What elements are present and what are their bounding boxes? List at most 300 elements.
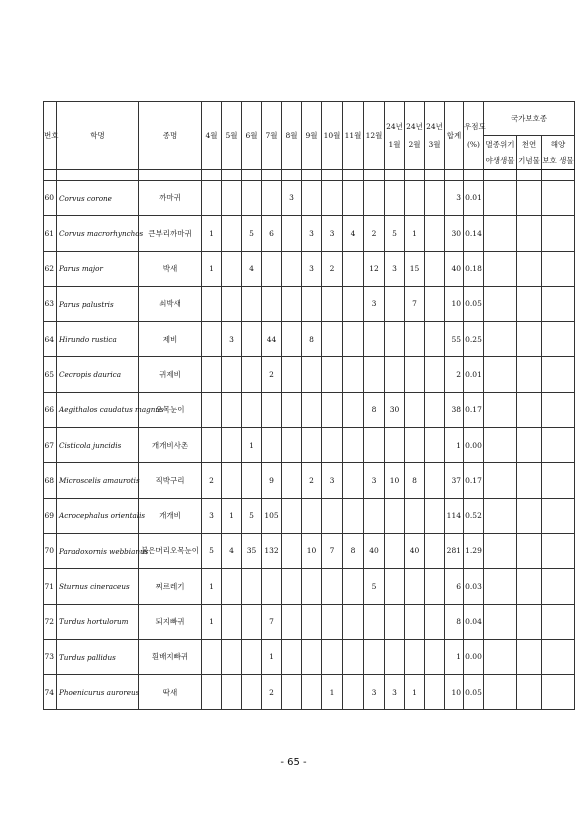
protected-marine-cell (542, 216, 575, 251)
protected-monument-cell (517, 639, 542, 674)
count-cell (242, 639, 262, 674)
total-cell: 6 (445, 569, 464, 604)
count-cell (202, 322, 222, 357)
count-cell (302, 181, 322, 216)
count-cell: 3 (385, 675, 405, 710)
table-row (44, 463, 575, 498)
species-name: 쇠박새 (139, 286, 202, 321)
protected-endangered-cell (484, 322, 517, 357)
count-cell (262, 286, 282, 321)
count-cell (322, 392, 343, 427)
count-cell: 1 (202, 604, 222, 639)
count-cell (343, 286, 364, 321)
count-cell (242, 392, 262, 427)
count-cell: 5 (385, 216, 405, 251)
count-cell (222, 675, 242, 710)
protected-endangered-cell (484, 604, 517, 639)
count-cell: 1 (262, 639, 282, 674)
count-cell (322, 604, 343, 639)
row-number: 74 (44, 675, 57, 710)
count-cell (385, 604, 405, 639)
count-cell (222, 286, 242, 321)
count-cell: 3 (364, 463, 385, 498)
protected-monument-cell (517, 675, 542, 710)
protected-monument-cell (517, 498, 542, 533)
count-cell: 3 (302, 251, 322, 286)
scientific-name: Acrocephalus orientalis (57, 498, 139, 533)
count-cell (302, 569, 322, 604)
count-cell (222, 604, 242, 639)
count-cell (425, 357, 445, 392)
dominance-cell: 0.00 (464, 428, 484, 463)
count-cell (364, 357, 385, 392)
header-protected-marine: 해양 보호 생물 (542, 136, 575, 170)
protected-monument-cell (517, 428, 542, 463)
count-cell: 1 (202, 251, 222, 286)
protected-marine-cell (542, 428, 575, 463)
count-cell: 30 (385, 392, 405, 427)
protected-marine-cell (542, 322, 575, 357)
protected-monument-cell (517, 604, 542, 639)
count-cell: 1 (242, 428, 262, 463)
count-cell (242, 181, 262, 216)
header-scientific-name: 학명 (57, 102, 139, 170)
count-cell (282, 322, 302, 357)
protected-marine-cell (542, 357, 575, 392)
scientific-name: Turdus pallidus (57, 639, 139, 674)
scientific-name: Hirundo rustica (57, 322, 139, 357)
dominance-cell: 0.25 (464, 322, 484, 357)
count-cell (425, 463, 445, 498)
header-spacer-row (44, 170, 575, 181)
count-cell (282, 533, 302, 568)
count-cell: 40 (364, 533, 385, 568)
scientific-name: Paradoxornis webbianus (57, 533, 139, 568)
dominance-cell: 0.05 (464, 286, 484, 321)
count-cell (322, 569, 343, 604)
row-number: 69 (44, 498, 57, 533)
count-cell: 10 (385, 463, 405, 498)
header-month-24: 24년 3월 (425, 102, 445, 170)
header-month: 8월 (282, 102, 302, 170)
count-cell (282, 216, 302, 251)
count-cell: 12 (364, 251, 385, 286)
count-cell (282, 286, 302, 321)
row-number: 71 (44, 569, 57, 604)
total-cell: 1 (445, 428, 464, 463)
count-cell (262, 251, 282, 286)
header-protected-monument: 천연 기념물 (517, 136, 542, 170)
protected-endangered-cell (484, 533, 517, 568)
count-cell (385, 428, 405, 463)
row-number: 62 (44, 251, 57, 286)
row-number: 60 (44, 181, 57, 216)
count-cell (202, 428, 222, 463)
count-cell (222, 251, 242, 286)
page-number: - 65 - (280, 757, 307, 768)
count-cell (385, 533, 405, 568)
protected-marine-cell (542, 675, 575, 710)
count-cell (282, 498, 302, 533)
species-name: 흰배지빠귀 (139, 639, 202, 674)
count-cell: 8 (405, 463, 425, 498)
count-cell: 2 (262, 675, 282, 710)
count-cell (322, 639, 343, 674)
protected-marine-cell (542, 181, 575, 216)
protected-endangered-cell (484, 569, 517, 604)
count-cell (202, 392, 222, 427)
count-cell: 5 (364, 569, 385, 604)
count-cell (385, 498, 405, 533)
protected-endangered-cell (484, 286, 517, 321)
row-number: 65 (44, 357, 57, 392)
total-cell: 40 (445, 251, 464, 286)
count-cell (343, 322, 364, 357)
total-cell: 10 (445, 675, 464, 710)
count-cell: 1 (202, 569, 222, 604)
protected-monument-cell (517, 569, 542, 604)
count-cell (364, 498, 385, 533)
protected-endangered-cell (484, 639, 517, 674)
count-cell (262, 428, 282, 463)
protected-marine-cell (542, 463, 575, 498)
count-cell (222, 463, 242, 498)
count-cell: 1 (222, 498, 242, 533)
count-cell (302, 675, 322, 710)
table-row (44, 639, 575, 674)
count-cell: 2 (202, 463, 222, 498)
count-cell (222, 181, 242, 216)
count-cell: 2 (322, 251, 343, 286)
count-cell (364, 322, 385, 357)
count-cell: 3 (322, 463, 343, 498)
count-cell (425, 498, 445, 533)
count-cell (222, 428, 242, 463)
table-row (44, 428, 575, 463)
count-cell: 15 (405, 251, 425, 286)
species-name: 되지빠귀 (139, 604, 202, 639)
count-cell (425, 675, 445, 710)
count-cell (343, 639, 364, 674)
count-cell (343, 675, 364, 710)
scientific-name: Phoenicurus auroreus (57, 675, 139, 710)
protected-monument-cell (517, 357, 542, 392)
protected-endangered-cell (484, 428, 517, 463)
protected-marine-cell (542, 569, 575, 604)
count-cell (343, 357, 364, 392)
count-cell: 44 (262, 322, 282, 357)
count-cell (405, 357, 425, 392)
count-cell (364, 181, 385, 216)
dominance-cell: 1.29 (464, 533, 484, 568)
count-cell (405, 498, 425, 533)
table-row (44, 675, 575, 710)
total-cell: 8 (445, 604, 464, 639)
count-cell (425, 428, 445, 463)
count-cell: 3 (364, 286, 385, 321)
count-cell (242, 322, 262, 357)
count-cell (385, 639, 405, 674)
count-cell (202, 639, 222, 674)
dominance-cell: 0.52 (464, 498, 484, 533)
protected-monument-cell (517, 533, 542, 568)
count-cell (343, 181, 364, 216)
count-cell (425, 604, 445, 639)
count-cell (302, 604, 322, 639)
count-cell: 7 (262, 604, 282, 639)
count-cell (282, 639, 302, 674)
total-cell: 2 (445, 357, 464, 392)
count-cell (222, 569, 242, 604)
species-name: 박새 (139, 251, 202, 286)
scientific-name: Parus major (57, 251, 139, 286)
count-cell: 3 (322, 216, 343, 251)
protected-endangered-cell (484, 498, 517, 533)
count-cell: 105 (262, 498, 282, 533)
table-row (44, 533, 575, 568)
protected-marine-cell (542, 533, 575, 568)
count-cell: 8 (343, 533, 364, 568)
total-cell: 37 (445, 463, 464, 498)
protected-marine-cell (542, 498, 575, 533)
table-row (44, 604, 575, 639)
count-cell (242, 463, 262, 498)
row-number: 70 (44, 533, 57, 568)
protected-monument-cell (517, 286, 542, 321)
count-cell (385, 286, 405, 321)
protected-endangered-cell (484, 181, 517, 216)
total-cell: 30 (445, 216, 464, 251)
count-cell: 3 (202, 498, 222, 533)
row-number: 68 (44, 463, 57, 498)
protected-endangered-cell (484, 463, 517, 498)
count-cell (262, 569, 282, 604)
scientific-name: Aegithalos caudatus magnus (57, 392, 139, 427)
count-cell (322, 357, 343, 392)
total-cell: 114 (445, 498, 464, 533)
count-cell (425, 322, 445, 357)
count-cell (425, 286, 445, 321)
header-month-24: 24년 2월 (405, 102, 425, 170)
row-number: 64 (44, 322, 57, 357)
species-name: 붉은머리오목눈이 (139, 533, 202, 568)
table-row (44, 322, 575, 357)
header-month: 6월 (242, 102, 262, 170)
count-cell: 5 (242, 498, 262, 533)
protected-marine-cell (542, 604, 575, 639)
species-name: 찌르레기 (139, 569, 202, 604)
count-cell: 1 (405, 675, 425, 710)
count-cell (405, 569, 425, 604)
count-cell (364, 428, 385, 463)
species-name: 개개비사촌 (139, 428, 202, 463)
protected-endangered-cell (484, 392, 517, 427)
count-cell (222, 357, 242, 392)
protected-monument-cell (517, 181, 542, 216)
count-cell (222, 392, 242, 427)
count-cell: 8 (302, 322, 322, 357)
protected-endangered-cell (484, 357, 517, 392)
count-cell (385, 569, 405, 604)
count-cell (425, 216, 445, 251)
scientific-name: Sturnus cineraceus (57, 569, 139, 604)
count-cell (343, 463, 364, 498)
protected-endangered-cell (484, 251, 517, 286)
total-cell: 55 (445, 322, 464, 357)
count-cell: 2 (262, 357, 282, 392)
count-cell (222, 639, 242, 674)
count-cell (202, 181, 222, 216)
count-cell (242, 357, 262, 392)
header-month: 11월 (343, 102, 364, 170)
count-cell (262, 392, 282, 427)
dominance-cell: 0.04 (464, 604, 484, 639)
table-row (44, 392, 575, 427)
dominance-cell: 0.14 (464, 216, 484, 251)
count-cell (202, 357, 222, 392)
count-cell (364, 604, 385, 639)
count-cell (322, 181, 343, 216)
count-cell (405, 322, 425, 357)
count-cell (302, 639, 322, 674)
table-row (44, 251, 575, 286)
count-cell (425, 639, 445, 674)
count-cell: 7 (322, 533, 343, 568)
header-month: 12월 (364, 102, 385, 170)
row-number: 67 (44, 428, 57, 463)
dominance-cell: 0.17 (464, 463, 484, 498)
header-dominance: 우점도 (%) (464, 102, 484, 170)
count-cell (385, 357, 405, 392)
count-cell (405, 392, 425, 427)
count-cell (322, 322, 343, 357)
count-cell (322, 498, 343, 533)
count-cell: 2 (364, 216, 385, 251)
count-cell (364, 639, 385, 674)
row-number: 73 (44, 639, 57, 674)
count-cell: 4 (343, 216, 364, 251)
count-cell: 40 (405, 533, 425, 568)
count-cell: 3 (282, 181, 302, 216)
count-cell (302, 392, 322, 427)
table-row (44, 498, 575, 533)
count-cell: 132 (262, 533, 282, 568)
count-cell (302, 286, 322, 321)
species-name: 직박구리 (139, 463, 202, 498)
protected-marine-cell (542, 392, 575, 427)
count-cell: 6 (262, 216, 282, 251)
header-species-name: 종명 (139, 102, 202, 170)
protected-monument-cell (517, 322, 542, 357)
table-row (44, 286, 575, 321)
scientific-name: Corvus corone (57, 181, 139, 216)
count-cell (282, 357, 302, 392)
species-name: 개개비 (139, 498, 202, 533)
count-cell (302, 357, 322, 392)
count-cell: 5 (242, 216, 262, 251)
count-cell (282, 604, 302, 639)
count-cell: 1 (202, 216, 222, 251)
count-cell: 4 (242, 251, 262, 286)
protected-endangered-cell (484, 216, 517, 251)
table-row (44, 181, 575, 216)
species-name: 제비 (139, 322, 202, 357)
total-cell: 3 (445, 181, 464, 216)
species-count-table (43, 101, 575, 710)
count-cell: 3 (364, 675, 385, 710)
count-cell (405, 604, 425, 639)
count-cell (222, 216, 242, 251)
protected-monument-cell (517, 216, 542, 251)
count-cell (282, 428, 302, 463)
header-month: 10월 (322, 102, 343, 170)
scientific-name: Corvus macrorhynchos (57, 216, 139, 251)
count-cell (343, 392, 364, 427)
count-cell (343, 251, 364, 286)
count-cell (343, 498, 364, 533)
header-month-24: 24년 1월 (385, 102, 405, 170)
count-cell: 5 (202, 533, 222, 568)
count-cell (242, 675, 262, 710)
protected-monument-cell (517, 463, 542, 498)
count-cell (425, 569, 445, 604)
dominance-cell: 0.01 (464, 181, 484, 216)
count-cell (425, 251, 445, 286)
protected-endangered-cell (484, 675, 517, 710)
dominance-cell: 0.05 (464, 675, 484, 710)
count-cell (405, 181, 425, 216)
count-cell: 9 (262, 463, 282, 498)
table-row (44, 569, 575, 604)
count-cell: 10 (302, 533, 322, 568)
count-cell (343, 569, 364, 604)
count-cell: 3 (222, 322, 242, 357)
header-month: 5월 (222, 102, 242, 170)
count-cell (282, 569, 302, 604)
count-cell (385, 322, 405, 357)
total-cell: 38 (445, 392, 464, 427)
count-cell: 7 (405, 286, 425, 321)
dominance-cell: 0.03 (464, 569, 484, 604)
count-cell (202, 286, 222, 321)
dominance-cell: 0.01 (464, 357, 484, 392)
count-cell (322, 286, 343, 321)
count-cell: 1 (322, 675, 343, 710)
count-cell: 2 (302, 463, 322, 498)
count-cell (302, 428, 322, 463)
species-name: 딱새 (139, 675, 202, 710)
count-cell (343, 428, 364, 463)
count-cell: 3 (385, 251, 405, 286)
count-cell (425, 533, 445, 568)
total-cell: 1 (445, 639, 464, 674)
header-protected-group: 국가보호종 (484, 102, 575, 136)
count-cell (425, 181, 445, 216)
protected-monument-cell (517, 251, 542, 286)
header-month: 7월 (262, 102, 282, 170)
table-row (44, 357, 575, 392)
total-cell: 10 (445, 286, 464, 321)
count-cell (322, 428, 343, 463)
count-cell (282, 392, 302, 427)
row-number: 72 (44, 604, 57, 639)
total-cell: 281 (445, 533, 464, 568)
dominance-cell: 0.18 (464, 251, 484, 286)
count-cell (405, 639, 425, 674)
count-cell (202, 675, 222, 710)
count-cell (262, 181, 282, 216)
count-cell (242, 286, 262, 321)
